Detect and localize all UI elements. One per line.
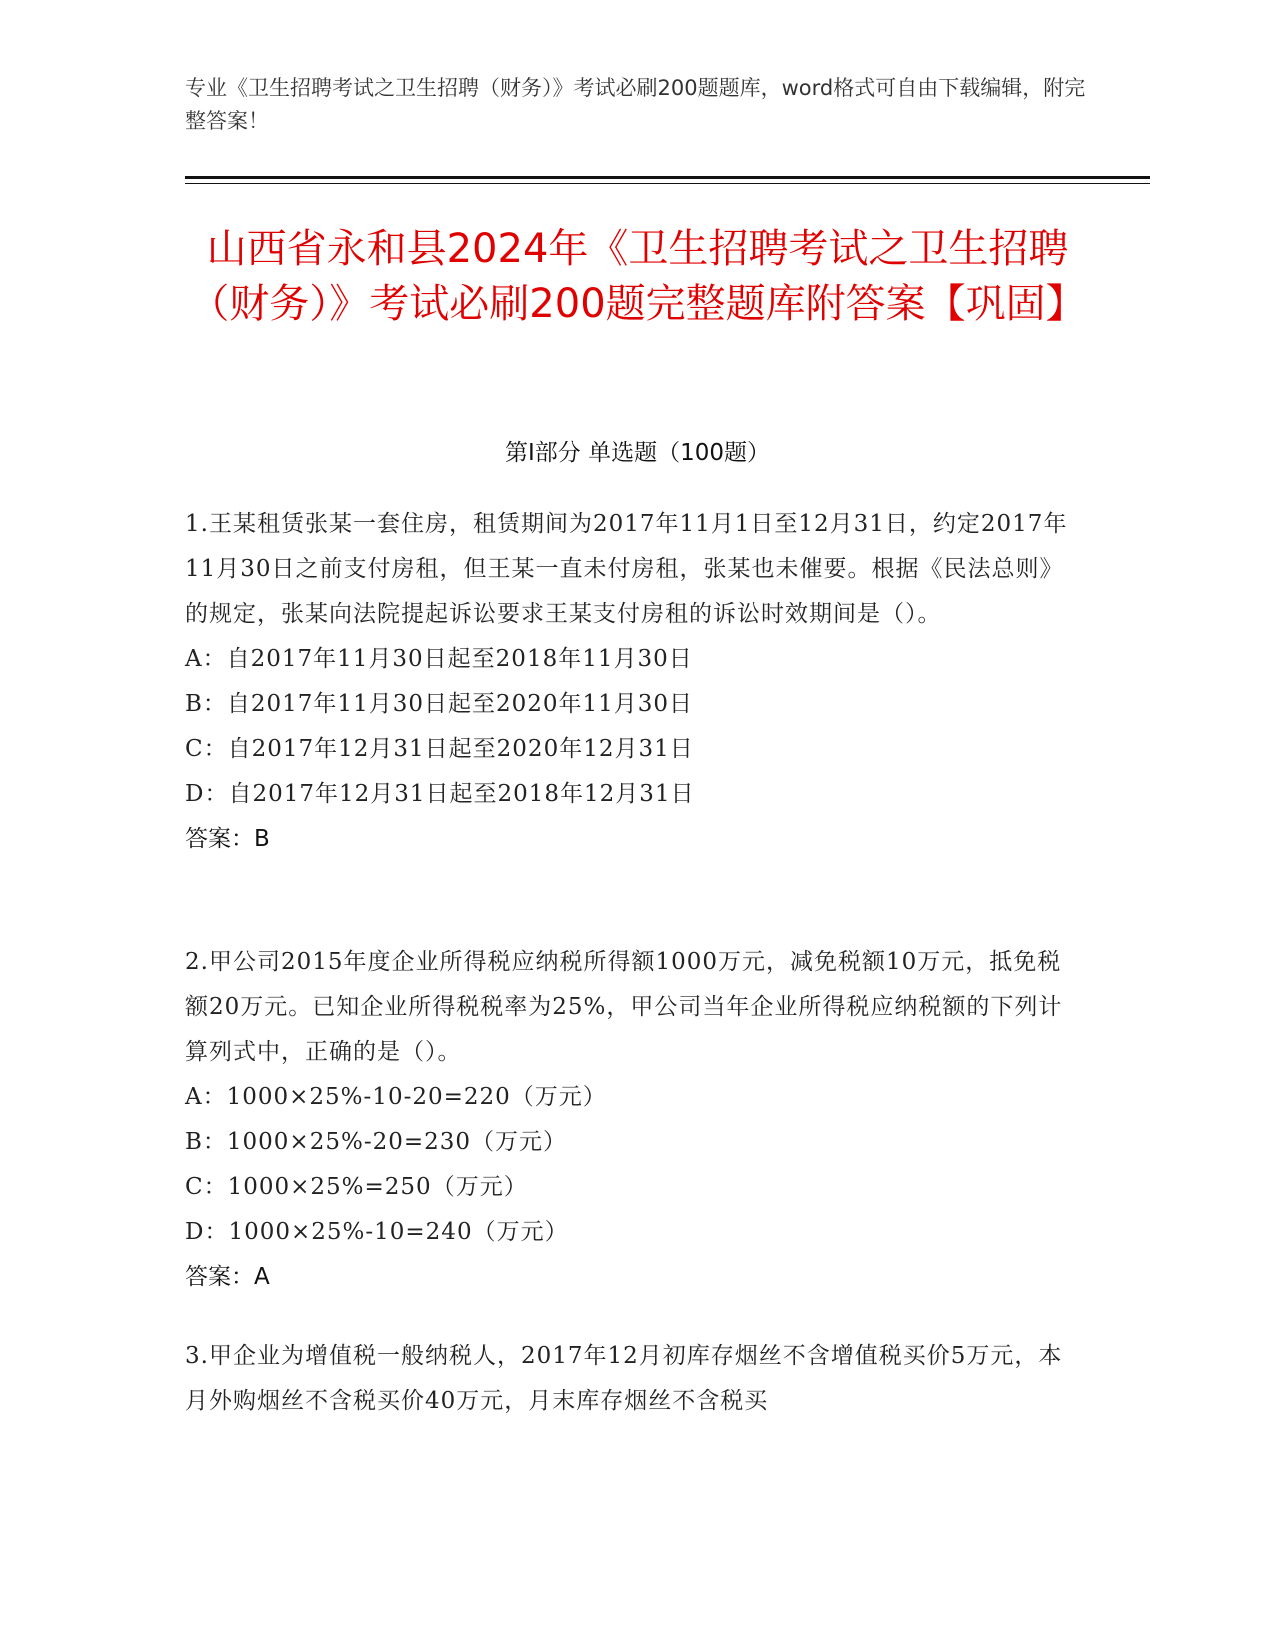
option-a: A：1000×25%-10-20=220（万元）: [185, 1084, 607, 1110]
option-d: D：自2017年12月31日起至2018年12月31日: [185, 781, 695, 807]
option-b: B：自2017年11月30日起至2020年11月30日: [185, 691, 694, 717]
question-1: [185, 502, 1085, 862]
header-divider-thin: [185, 183, 1150, 184]
header-note: 专业《卫生招聘考试之卫生招聘（财务）》考试必刷200题题库，word格式可自由下载编辑，附完整答案！: [185, 76, 1086, 133]
question-stem: 2.甲公司2015年度企业所得税应纳税所得额1000万元，减免税额10万元，抵免税额20万元。已知企业所得税税率为25%，甲公司当年企业所得税应纳税额的下列计算列式中，正确的是（）。: [185, 949, 1063, 1065]
question-stem: 3.甲企业为增值税一般纳税人，2017年12月初库存烟丝不含增值税买价5万元，本月外购烟丝不含税买价40万元，月末库存烟丝不含税买: [185, 1343, 1063, 1414]
option-d: D：1000×25%-10=240（万元）: [185, 1219, 569, 1245]
section-title: 第I部分 单选题（100题）: [505, 440, 770, 466]
answer: 答案：B: [185, 826, 270, 852]
question-2: [185, 940, 1085, 1300]
option-b: B：1000×25%-20=230（万元）: [185, 1129, 568, 1155]
answer: 答案：A: [185, 1264, 270, 1290]
question-3: [185, 1334, 1085, 1424]
question-stem: 1.王某租赁张某一套住房，租赁期间为2017年11月1日至12月31日，约定2017年11月30日之前支付房租，但王某一直未付房租，张某也未催要。根据《民法总则》的规定，张某向法院提起诉讼要求王某支付房租的诉讼时效期间是（）。: [185, 511, 1068, 627]
option-c: C：1000×25%=250（万元）: [185, 1174, 528, 1200]
header-divider-thick: [185, 176, 1150, 179]
option-c: C：自2017年12月31日起至2020年12月31日: [185, 736, 694, 762]
option-a: A：自2017年11月30日起至2018年11月30日: [185, 646, 693, 672]
document-title: 山西省永和县2024年《卫生招聘考试之卫生招聘（财务）》考试必刷200题完整题库附答案【巩固】: [189, 226, 1086, 327]
